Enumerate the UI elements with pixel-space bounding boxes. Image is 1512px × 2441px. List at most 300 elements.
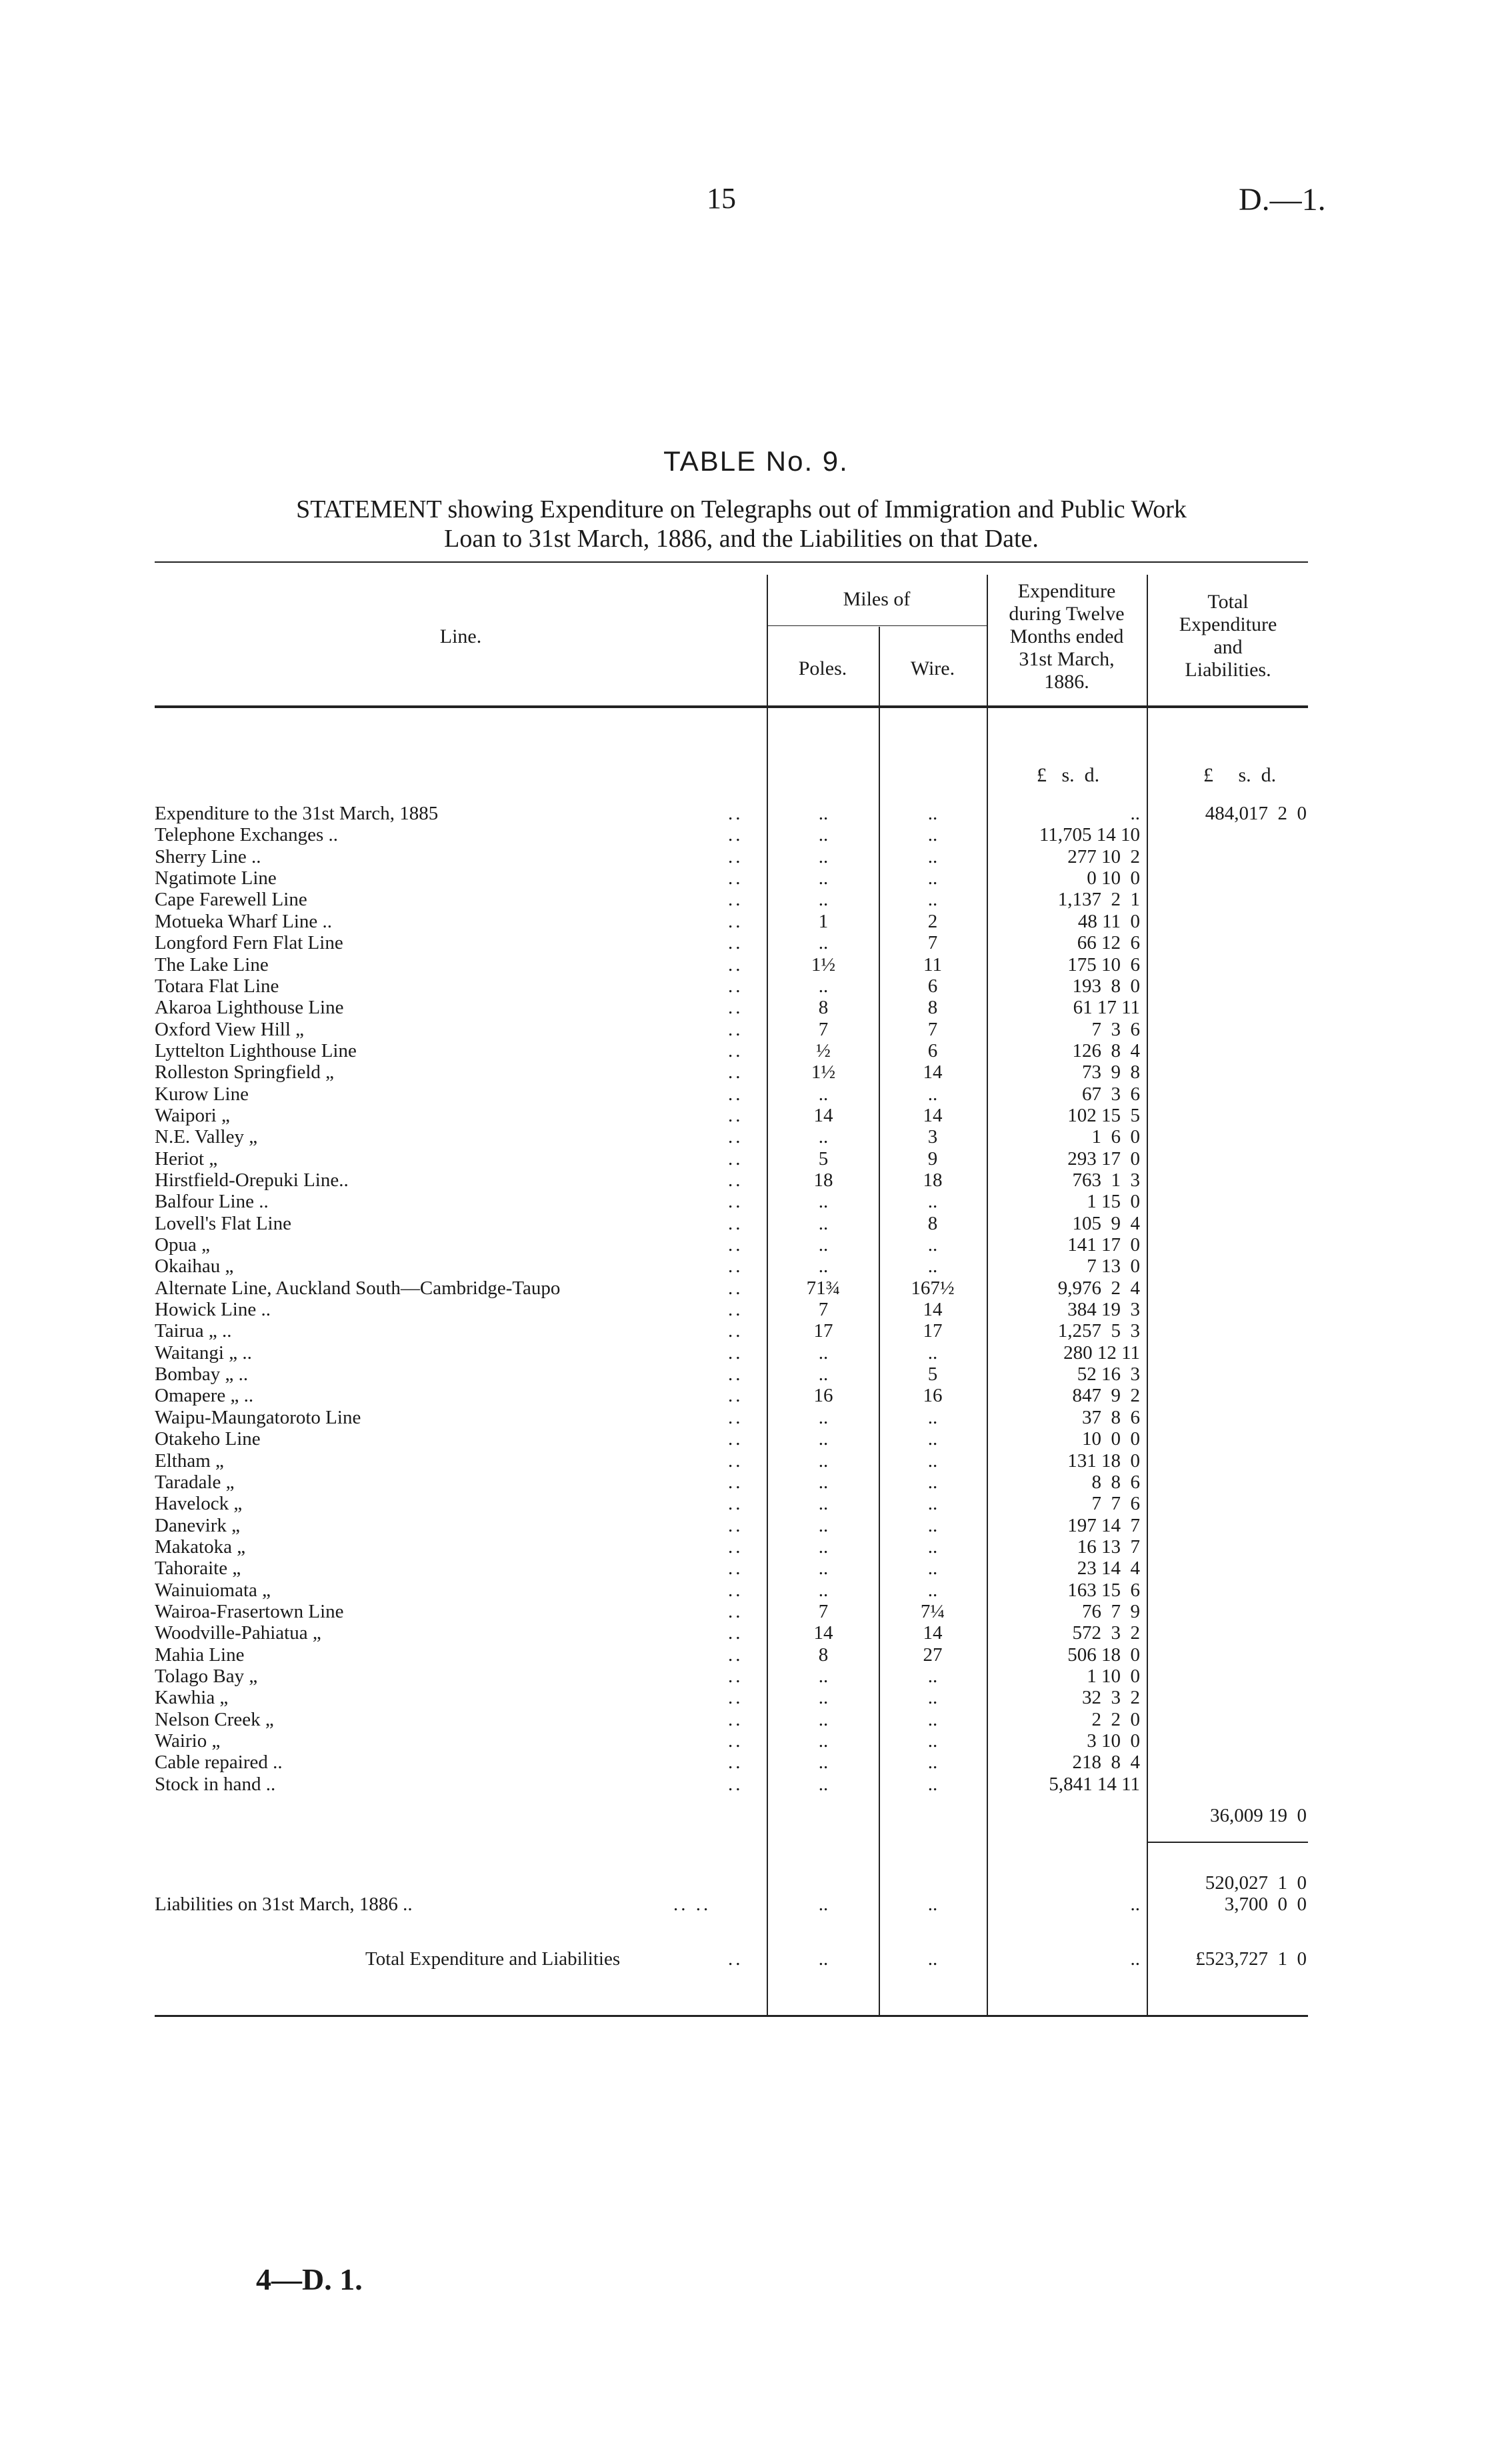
col-head-total: Total Expenditure and Liabilities. <box>1179 591 1277 681</box>
row-poles: 1 <box>818 910 829 932</box>
table-row <box>0 1364 1512 1386</box>
row-label: Tairua „ .. <box>155 1320 232 1342</box>
row-poles: .. <box>818 1342 829 1364</box>
row-poles: .. <box>818 1514 829 1536</box>
table-row <box>0 1385 1512 1407</box>
row-expenditure: 163 15 6 <box>1067 1579 1140 1601</box>
row-poles: .. <box>818 1256 829 1278</box>
row-wire: 11 <box>923 953 942 975</box>
table-row <box>0 1299 1512 1321</box>
row-poles: 16 <box>813 1385 833 1407</box>
row-poles: .. <box>818 1666 829 1687</box>
table-row <box>0 1536 1512 1558</box>
row-expenditure: 193 8 0 <box>1072 975 1140 997</box>
grand-total-row: Total Expenditure and Liabilities .. .. .. .. £523,727 1 0 <box>365 1948 1307 1970</box>
row-wire: .. <box>927 1256 938 1278</box>
row-poles: .. <box>818 1126 829 1148</box>
row-expenditure: 32 3 2 <box>1082 1687 1140 1709</box>
row-label: Stock in hand .. <box>155 1773 276 1795</box>
row-label: Tolago Bay „ <box>155 1666 258 1687</box>
row-expenditure: 3 10 0 <box>1087 1730 1140 1752</box>
row-poles: 7 <box>818 1600 829 1622</box>
row-wire: .. <box>927 1536 938 1558</box>
row-wire: 18 <box>923 1169 943 1191</box>
table-row <box>0 1213 1512 1235</box>
dot-leader: .. <box>728 845 743 867</box>
row-expenditure: 23 14 4 <box>1077 1558 1140 1580</box>
table-row <box>0 911 1512 933</box>
row-poles: .. <box>818 1493 829 1515</box>
row-label: Heriot „ <box>155 1147 218 1169</box>
row-label: The Lake Line <box>155 953 269 975</box>
table-row <box>0 975 1512 997</box>
row-expenditure: 572 3 2 <box>1072 1622 1140 1644</box>
dot-leader: .. <box>728 1730 743 1752</box>
row-wire: .. <box>927 803 938 824</box>
row-label: Otakeho Line <box>155 1428 261 1450</box>
table-row <box>0 1407 1512 1429</box>
row-wire: 27 <box>923 1644 943 1666</box>
row-poles: .. <box>818 803 829 824</box>
row-wire: .. <box>927 824 938 846</box>
row-poles: .. <box>818 1406 829 1428</box>
dot-leader: .. <box>728 1471 743 1493</box>
row-wire: .. <box>927 1083 938 1105</box>
row-label: N.E. Valley „ <box>155 1126 258 1148</box>
row-label: Oxford View Hill „ <box>155 1018 305 1040</box>
heading-line-1: STATEMENT showing Expenditure on Telegraphs out of Immigration and Public Work <box>296 495 1187 523</box>
liabilities-total: 3,700 0 0 <box>1224 1894 1307 1915</box>
table-row <box>0 1061 1512 1083</box>
row-poles: 1½ <box>811 1061 836 1083</box>
dot-leader: .. <box>728 1406 743 1428</box>
dot-leader: .. <box>728 1212 743 1234</box>
row-poles: 18 <box>813 1169 833 1191</box>
row-total: 484,017 2 0 <box>1205 803 1307 824</box>
row-expenditure: 1,257 5 3 <box>1057 1320 1140 1342</box>
row-expenditure: 67 3 6 <box>1082 1083 1140 1105</box>
row-wire: 3 <box>927 1126 938 1148</box>
row-label: Sherry Line .. <box>155 845 261 867</box>
row-label: Alternate Line, Auckland South—Cambridge-Taupo <box>155 1277 561 1299</box>
row-label: Taradale „ <box>155 1471 235 1493</box>
row-poles: .. <box>818 1708 829 1730</box>
table-row <box>0 1450 1512 1472</box>
dot-leader: .. <box>728 997 743 1019</box>
dot-leader: .. <box>728 1147 743 1169</box>
table-row <box>0 1472 1512 1494</box>
row-expenditure: 0 10 0 <box>1087 867 1140 889</box>
dot-leader: .. <box>728 1169 743 1191</box>
row-expenditure: 131 18 0 <box>1067 1450 1140 1472</box>
row-wire: .. <box>927 889 938 911</box>
row-label: Cape Farewell Line <box>155 889 307 911</box>
row-wire: 14 <box>923 1299 943 1321</box>
row-wire: .. <box>927 1708 938 1730</box>
dot-leader: .. <box>728 1514 743 1536</box>
dot-leader: .. <box>728 1493 743 1515</box>
dot-leader: .. <box>728 910 743 932</box>
row-wire: .. <box>927 867 938 889</box>
row-expenditure: 5,841 14 11 <box>1049 1773 1140 1795</box>
row-poles: ½ <box>816 1039 831 1061</box>
table-row <box>0 1105 1512 1127</box>
dot-leader: .. <box>728 932 743 954</box>
page-number: 15 <box>707 182 736 215</box>
table-top-rule <box>155 561 1308 563</box>
row-label: Bombay „ .. <box>155 1364 249 1386</box>
row-wire: 14 <box>923 1622 943 1644</box>
table-row <box>0 997 1512 1019</box>
table-row <box>0 1256 1512 1278</box>
row-label: Motueka Wharf Line .. <box>155 910 333 932</box>
row-label: Tahoraite „ <box>155 1558 241 1580</box>
dot-leader: .. <box>728 1234 743 1256</box>
dot-leader: .. <box>728 1364 743 1386</box>
row-expenditure: 1 6 0 <box>1091 1126 1140 1148</box>
col-head-poles: Poles. <box>798 657 847 679</box>
table-row <box>0 1730 1512 1752</box>
col-head-wire: Wire. <box>910 657 955 679</box>
row-wire: .. <box>927 1428 938 1450</box>
col-head-line: Line. <box>439 625 482 647</box>
row-wire: 8 <box>927 997 938 1019</box>
units-total: £ s. d. <box>1203 764 1277 786</box>
dot-leader: .. <box>728 1579 743 1601</box>
dot-leader: .. <box>728 1558 743 1580</box>
row-poles: .. <box>818 1083 829 1105</box>
row-poles: .. <box>818 1450 829 1472</box>
row-expenditure: 10 0 0 <box>1082 1428 1140 1450</box>
row-wire: 17 <box>923 1320 943 1342</box>
table-row <box>0 1515 1512 1537</box>
row-expenditure: 8 8 6 <box>1091 1471 1140 1493</box>
row-poles: 8 <box>818 997 829 1019</box>
table-row <box>0 1709 1512 1731</box>
table-row <box>0 1126 1512 1148</box>
row-poles: .. <box>818 1773 829 1795</box>
dot-leader: .. <box>728 1083 743 1105</box>
row-wire: .. <box>927 1342 938 1364</box>
miles-subrule <box>767 625 987 626</box>
sum-expenditure-value: 520,027 1 0 <box>1205 1872 1307 1894</box>
table-row <box>0 1019 1512 1041</box>
row-label: Danevirk „ <box>155 1514 241 1536</box>
table-row <box>0 954 1512 976</box>
dot-leader: .. <box>728 1191 743 1213</box>
dot-leader: .. <box>728 1536 743 1558</box>
table-row <box>0 1687 1512 1709</box>
row-label: Ngatimote Line <box>155 867 277 889</box>
dot-leader: .. <box>728 1773 743 1795</box>
dot-leader: .. <box>728 1752 743 1774</box>
row-label: Wainuiomata „ <box>155 1579 271 1601</box>
dot-leader: .. <box>728 975 743 997</box>
table-row <box>0 1234 1512 1256</box>
dot-leader: .. <box>728 1600 743 1622</box>
dot-leader: .. <box>728 1104 743 1126</box>
row-wire: 5 <box>927 1364 938 1386</box>
row-expenditure: 37 8 6 <box>1082 1406 1140 1428</box>
row-expenditure: 1 15 0 <box>1087 1191 1140 1213</box>
row-expenditure: 66 12 6 <box>1077 932 1140 954</box>
row-wire: .. <box>927 1514 938 1536</box>
row-expenditure: 102 15 5 <box>1067 1104 1140 1126</box>
row-expenditure: 7 3 6 <box>1091 1018 1140 1040</box>
dot-leader: .. <box>728 1299 743 1321</box>
row-poles: .. <box>818 1730 829 1752</box>
row-label: Totara Flat Line <box>155 975 279 997</box>
row-expenditure: 126 8 4 <box>1072 1039 1140 1061</box>
table-row <box>0 1040 1512 1062</box>
row-poles: .. <box>818 1536 829 1558</box>
row-wire: .. <box>927 1558 938 1580</box>
dot-leader: .. <box>728 1039 743 1061</box>
table-row <box>0 1580 1512 1602</box>
table-row <box>0 1644 1512 1666</box>
table-row <box>0 1558 1512 1580</box>
row-poles: 7 <box>818 1018 829 1040</box>
table-row <box>0 1278 1512 1300</box>
row-label: Havelock „ <box>155 1493 243 1515</box>
table-row <box>0 824 1512 846</box>
row-wire: 2 <box>927 910 938 932</box>
table-row <box>0 1169 1512 1191</box>
grand-total-label: Total Expenditure and Liabilities <box>365 1948 621 1970</box>
header-bottom-rule <box>155 705 1308 708</box>
row-expenditure: 293 17 0 <box>1067 1147 1140 1169</box>
table-row <box>0 803 1512 825</box>
row-label: Waipu-Maungatoroto Line <box>155 1406 361 1428</box>
row-label: Makatoka „ <box>155 1536 246 1558</box>
row-poles: 14 <box>813 1622 833 1644</box>
row-poles: 8 <box>818 1644 829 1666</box>
row-poles: .. <box>818 824 829 846</box>
row-poles: 14 <box>813 1104 833 1126</box>
row-expenditure: 52 16 3 <box>1077 1364 1140 1386</box>
dot-leader: .. <box>728 1687 743 1709</box>
dot-leader: .. <box>728 1061 743 1083</box>
row-poles: 7 <box>818 1299 829 1321</box>
row-label: Lyttelton Lighthouse Line <box>155 1039 357 1061</box>
dot-leader: .. <box>728 889 743 911</box>
row-label: Wairio „ <box>155 1730 221 1752</box>
dot-leader: .. <box>728 1342 743 1364</box>
row-label: Akaroa Lighthouse Line <box>155 997 344 1019</box>
row-label: Okaihau „ <box>155 1256 234 1278</box>
table-row <box>0 1083 1512 1105</box>
row-label: Mahia Line <box>155 1644 245 1666</box>
row-label: Lovell's Flat Line <box>155 1212 291 1234</box>
row-label: Hirstfield-Orepuki Line.. <box>155 1169 349 1191</box>
row-expenditure: .. <box>1130 803 1140 824</box>
row-expenditure: 9,976 2 4 <box>1057 1277 1140 1299</box>
row-poles: .. <box>818 867 829 889</box>
table-row <box>0 867 1512 889</box>
row-label: Woodville-Pahiatua „ <box>155 1622 321 1644</box>
row-expenditure: 2 2 0 <box>1091 1708 1140 1730</box>
row-expenditure: 277 10 2 <box>1067 845 1140 867</box>
row-wire: .. <box>927 1234 938 1256</box>
row-expenditure: 763 1 3 <box>1072 1169 1140 1191</box>
row-expenditure: 105 9 4 <box>1072 1212 1140 1234</box>
row-expenditure: 175 10 6 <box>1067 953 1140 975</box>
subtotal-rule <box>1147 1842 1308 1843</box>
table-row <box>0 1601 1512 1623</box>
row-wire: .. <box>927 1773 938 1795</box>
dot-leader: .. <box>728 1320 743 1342</box>
dot-leader: .. <box>728 953 743 975</box>
row-poles: .. <box>818 1191 829 1213</box>
dot-leader: .. <box>728 1708 743 1730</box>
row-expenditure: 141 17 0 <box>1067 1234 1140 1256</box>
row-label: Longford Fern Flat Line <box>155 932 343 954</box>
row-expenditure: 76 7 9 <box>1082 1600 1140 1622</box>
row-wire: 6 <box>927 1039 938 1061</box>
row-wire: .. <box>927 1471 938 1493</box>
row-expenditure: 197 14 7 <box>1067 1514 1140 1536</box>
dot-leader: .. <box>728 824 743 846</box>
table-row <box>0 889 1512 911</box>
row-label: Wairoa-Frasertown Line <box>155 1600 344 1622</box>
row-poles: 17 <box>813 1320 833 1342</box>
row-poles: .. <box>818 1364 829 1386</box>
table-row <box>0 1428 1512 1450</box>
dot-leader: .. <box>728 1256 743 1278</box>
page-footer: 4—D. 1. <box>256 2262 363 2296</box>
row-expenditure: 7 7 6 <box>1091 1493 1140 1515</box>
dot-leader: .. <box>728 1622 743 1644</box>
table-row <box>0 1752 1512 1774</box>
row-poles: .. <box>818 1752 829 1774</box>
row-wire: 6 <box>927 975 938 997</box>
dot-leader: .. <box>728 1428 743 1450</box>
row-expenditure: 73 9 8 <box>1082 1061 1140 1083</box>
table-label: TABLE No. 9. <box>663 445 849 477</box>
row-label: Omapere „ .. <box>155 1385 254 1407</box>
row-wire: .. <box>927 1493 938 1515</box>
table-row <box>0 1320 1512 1342</box>
row-poles: .. <box>818 1471 829 1493</box>
row-label: Opua „ <box>155 1234 210 1256</box>
dot-leader: .. <box>728 1126 743 1148</box>
row-poles: .. <box>818 1687 829 1709</box>
liabilities-label: Liabilities on 31st March, 1886 .. <box>155 1894 413 1915</box>
row-wire: .. <box>927 1687 938 1709</box>
row-expenditure: 280 12 11 <box>1063 1342 1140 1364</box>
row-expenditure: 7 13 0 <box>1087 1256 1140 1278</box>
row-wire: .. <box>927 1752 938 1774</box>
dot-leader: .. <box>728 1385 743 1407</box>
row-wire: 14 <box>923 1104 943 1126</box>
dot-leader: .. <box>728 1450 743 1472</box>
table-row <box>0 846 1512 868</box>
document-series: D.—1. <box>1239 182 1326 217</box>
table-bottom-rule <box>155 2015 1308 2017</box>
row-wire: .. <box>927 1666 938 1687</box>
row-wire: .. <box>927 845 938 867</box>
row-wire: 167½ <box>911 1277 955 1299</box>
row-wire: .. <box>927 1191 938 1213</box>
units-expenditure: £ s. d. <box>1037 764 1100 786</box>
row-label: Rolleston Springfield „ <box>155 1061 335 1083</box>
row-wire: .. <box>927 1406 938 1428</box>
table-row <box>0 1342 1512 1364</box>
row-expenditure: 1 10 0 <box>1087 1666 1140 1687</box>
row-expenditure: 218 8 4 <box>1072 1752 1140 1774</box>
row-expenditure: 847 9 2 <box>1072 1385 1140 1407</box>
row-poles: .. <box>818 975 829 997</box>
row-label: Balfour Line .. <box>155 1191 269 1213</box>
row-wire: 8 <box>927 1212 938 1234</box>
row-label: Eltham „ <box>155 1450 224 1472</box>
row-label: Cable repaired .. <box>155 1752 283 1774</box>
dot-leader: .. <box>728 1018 743 1040</box>
table-row <box>0 1148 1512 1170</box>
row-expenditure: 384 19 3 <box>1067 1299 1140 1321</box>
table-row <box>0 1493 1512 1515</box>
row-poles: .. <box>818 932 829 954</box>
row-expenditure: 11,705 14 10 <box>1039 824 1140 846</box>
row-label: Nelson Creek „ <box>155 1708 274 1730</box>
row-expenditure: 48 11 0 <box>1077 910 1140 932</box>
table-row <box>0 1666 1512 1688</box>
row-poles: 71¾ <box>806 1277 841 1299</box>
liabilities-row: Liabilities on 31st March, 1886 .. .. .. .. .. .. 3,700 0 0 <box>155 1894 1307 1915</box>
table-row <box>0 1622 1512 1644</box>
row-poles: .. <box>818 1428 829 1450</box>
row-poles: .. <box>818 1579 829 1601</box>
subtotal-value: 36,009 19 0 <box>1210 1805 1307 1826</box>
row-poles: .. <box>818 845 829 867</box>
row-label: Expenditure to the 31st March, 1885 <box>155 803 439 824</box>
dot-leader: .. <box>728 1277 743 1299</box>
grand-total-value: £523,727 1 0 <box>1195 1948 1307 1970</box>
row-label: Waipori „ <box>155 1104 230 1126</box>
row-expenditure: 506 18 0 <box>1067 1644 1140 1666</box>
row-poles: .. <box>818 1234 829 1256</box>
table-row <box>0 1191 1512 1213</box>
table-row <box>0 932 1512 954</box>
row-label: Kurow Line <box>155 1083 249 1105</box>
row-expenditure: 16 13 7 <box>1077 1536 1140 1558</box>
row-expenditure: 1,137 2 1 <box>1057 889 1140 911</box>
col-head-miles-of: Miles of <box>843 588 911 610</box>
row-poles: .. <box>818 1212 829 1234</box>
row-poles: 1½ <box>811 953 836 975</box>
row-wire: 7 <box>927 1018 938 1040</box>
row-expenditure: 61 17 11 <box>1073 997 1140 1019</box>
dot-leader: .. <box>728 867 743 889</box>
col-head-expenditure: Expenditure during Twelve Months ended 31st March, 1886. <box>1009 580 1125 693</box>
table-row <box>0 1774 1512 1796</box>
row-label: Telephone Exchanges .. <box>155 824 338 846</box>
table-heading <box>155 495 1328 553</box>
row-poles: .. <box>818 889 829 911</box>
row-wire: 7¼ <box>920 1600 945 1622</box>
dot-leader: .. <box>728 1666 743 1687</box>
row-wire: 16 <box>923 1385 943 1407</box>
row-poles: 5 <box>818 1147 829 1169</box>
row-label: Kawhia „ <box>155 1687 229 1709</box>
row-wire: .. <box>927 1730 938 1752</box>
row-wire: 14 <box>923 1061 943 1083</box>
dot-leader: .. <box>728 1644 743 1666</box>
row-wire: .. <box>927 1579 938 1601</box>
row-wire: 9 <box>927 1147 938 1169</box>
row-wire: .. <box>927 1450 938 1472</box>
dot-leader: .. <box>728 803 743 824</box>
